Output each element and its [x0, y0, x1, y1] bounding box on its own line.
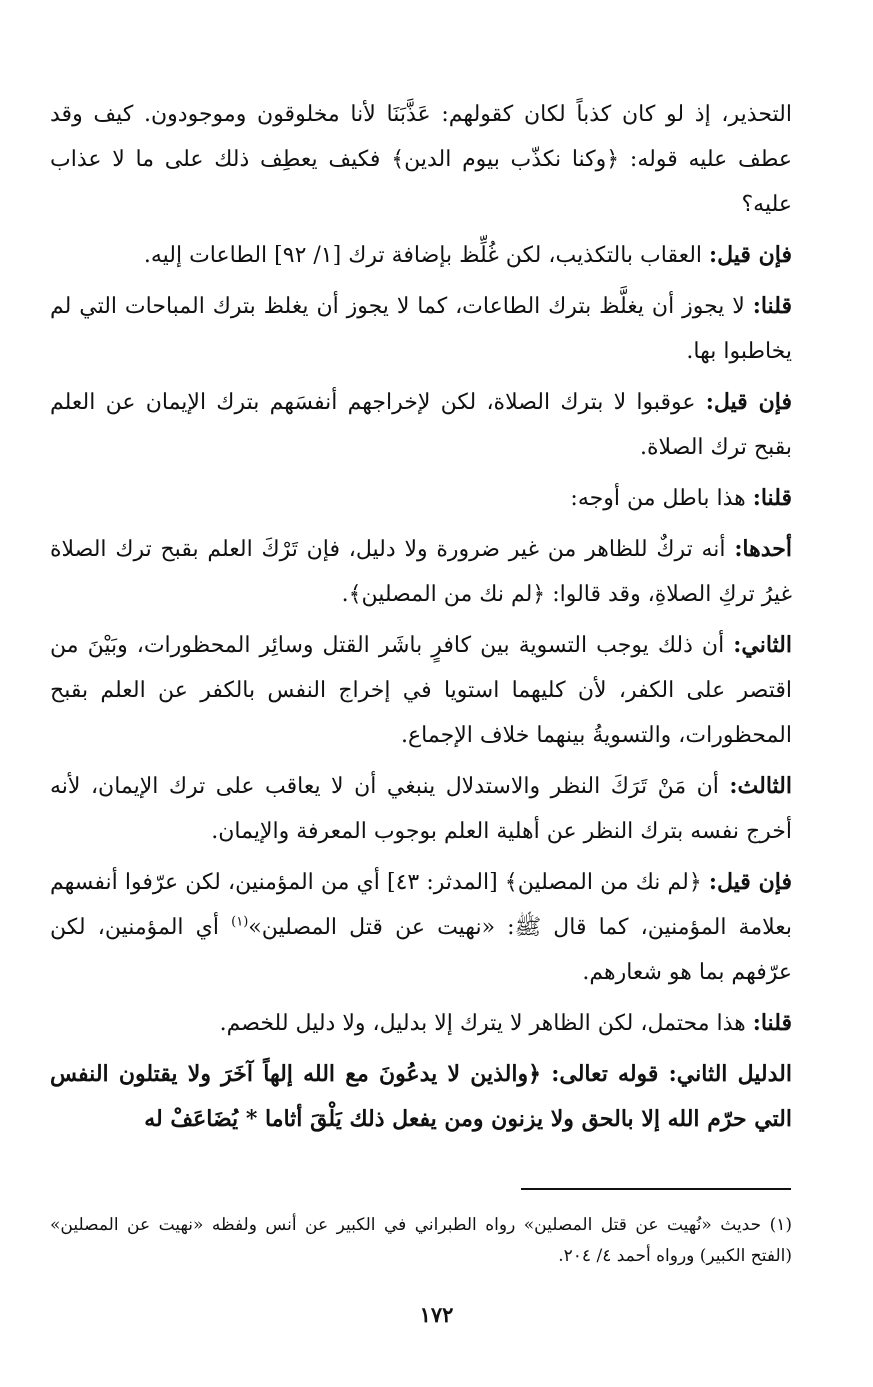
- paragraph-7: [50, 623, 792, 758]
- paragraph-4-text: عوقبوا لا بترك الصلاة، لكن لإخراجهم أنفسَهم بترك الإيمان عن العلم بقبح ترك الصلاة.: [50, 390, 792, 460]
- footnote: (١) حديث «نُهيت عن قتل المصلين» رواه الطبراني في الكبير عن أنس ولفظه «نهيت عن المصلين» (الفتح الكبير) ورواه أحمد ٤/ ٢٠٤.: [50, 1215, 792, 1266]
- paragraph-5: [50, 476, 792, 521]
- paragraph-11: [50, 1052, 792, 1142]
- footnote-separator: [521, 1188, 791, 1190]
- paragraph-6-text: أنه تركٌ للظاهر من غير ضرورة ولا دليل، فإن تَرْكَ العلم بقبح ترك الصلاة غيرُ تركِ الصلاةِ، وقد قالوا: ﴿لم نك من المصلين﴾.: [50, 537, 792, 607]
- paragraph-6: [50, 527, 792, 617]
- paragraph-3-lead: قلنا:: [752, 293, 792, 319]
- paragraph-5-text: هذا باطل من أوجه:: [570, 486, 753, 511]
- paragraph-9: [50, 860, 792, 995]
- paragraph-11-text: قوله تعالى: ﴿والذين لا يدعُونَ مع الله إلهاً آخَرَ ولا يقتلون النفس التي حرّم الله إلا بالحق ولا يزنون ومن يفعل ذلك يَلْقَ أثاما * يُضَاعَفْ له: [50, 1061, 792, 1132]
- paragraph-10-lead: قلنا:: [752, 1010, 792, 1036]
- paragraph-7-lead: الثاني:: [733, 632, 792, 658]
- paragraph-8: [50, 764, 792, 854]
- paragraph-2-text: العقاب بالتكذيب، لكن غُلِّظ بإضافة ترك [١/ ٩٢] الطاعات إليه.: [143, 243, 710, 268]
- paragraph-2-lead: فإن قيل:: [709, 242, 792, 268]
- paragraph-9-lead: فإن قيل:: [708, 869, 792, 895]
- paragraph-3: [50, 284, 792, 374]
- paragraph-2: [50, 233, 792, 278]
- footnote-reference-mark: (١): [231, 914, 249, 930]
- page-number: ١٧٢: [419, 1302, 454, 1327]
- paragraph-8-lead: الثالث:: [729, 773, 792, 799]
- paragraph-1-text: التحذير، إذ لو كان كذباً لكان كقولهم: عَذَّبَنَا لأنا مخلوقون وموجودون. كيف وقد عطف عليه قوله: ﴿وكنا نكذّب بيوم الدين﴾ فكيف يعطِف ذلك على ما لا عذاب عليه؟: [50, 102, 792, 217]
- paragraph-5-lead: قلنا:: [752, 485, 792, 511]
- paragraph-10-text: هذا محتمل، لكن الظاهر لا يترك إلا بدليل، ولا دليل للخصم.: [219, 1011, 753, 1036]
- paragraph-1: [50, 92, 792, 227]
- paragraph-10: [50, 1001, 792, 1046]
- paragraph-11-lead: الدليل الثاني:: [668, 1061, 792, 1087]
- paragraph-3-text: لا يجوز أن يغلَّظ بترك الطاعات، كما لا يجوز أن يغلظ بترك المباحات التي لم يخاطبوا بها.: [50, 294, 792, 364]
- paragraph-9-text-before-note: ﴿لم نك من المصلين﴾ [المدثر: ٤٣] أي من المؤمنين، لكن عرّفوا أنفسهم بعلامة المؤمنين، كما قال ﷺ: «نهيت عن قتل المصلين»: [50, 870, 792, 940]
- paragraph-4: [50, 380, 792, 470]
- paragraph-6-lead: أحدها:: [734, 536, 792, 562]
- main-text: [50, 92, 792, 1148]
- paragraph-4-lead: فإن قيل:: [705, 389, 792, 415]
- paragraph-8-text: أن مَنْ تَرَكَ النظر والاستدلال ينبغي أن لا يعاقب على ترك الإيمان، لأنه أخرج نفسه بترك النظر عن أهلية العلم بوجوب المعرفة والإيمان.: [50, 774, 792, 844]
- paragraph-7-text: أن ذلك يوجب التسوية بين كافرٍ باشَر القتل وسائِر المحظورات، وبَيْنَ من اقتصر على الكفر، لأن كليهما استويا في إخراج النفس بالكفر عن العلم بقبح المحظورات، والتسويةُ بينهما خلاف الإجماع.: [50, 633, 792, 748]
- paragraph-9-text-after-note: أي المؤمنين، لكن عرّفهم بما هو شعارهم.: [50, 915, 792, 985]
